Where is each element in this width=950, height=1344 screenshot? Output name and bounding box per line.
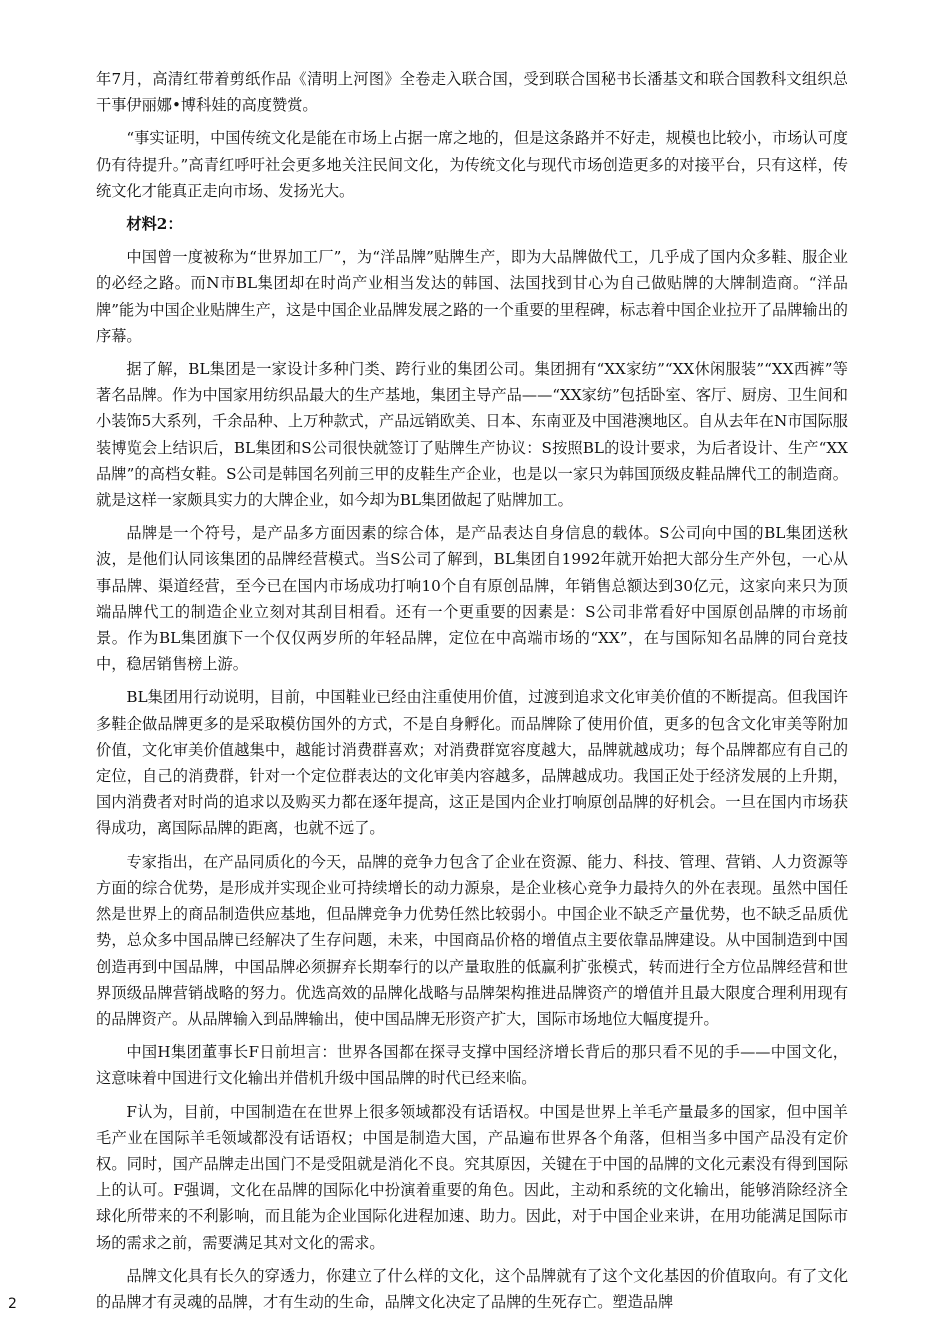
paragraph-bl-group: 据了解，BL集团是一家设计多种门类、跨行业的集团公司。集团拥有“XX家纺”“XX休闲服装”“XX西裤”等著名品牌。作为中国家用纺织品最大的生产基地，集团主导产品——“XX家纺”包括卧室、客厅、厨房、卫生间和小装饰5大系列，千余品种、上万种款式，产品远销欧美、日本、东南亚及中国港澳地区。自从去年在N市国际服装博览会上结识后，BL集团和S公司很快就签订了贴牌生产协议：S按照BL的设计要求，为后者设计、生产“XX品牌”的高档女鞋。S公司是韩国名列前三甲的皮鞋生产企业，也是以一家只为韩国顶级皮鞋品牌代工的制造商。就是这样一家颇具实力的大牌企业，如今却为BL集团做起了贴牌加工。 (96, 360, 848, 510)
paragraph-brand-symbol: 品牌是一个符号，是产品多方面因素的综合体，是产品表达自身信息的载体。S公司向中国的BL集团送秋波，是他们认同该集团的品牌经营模式。当S公司了解到，BL集团自1992年就开始把大部分生产外包，一心从事品牌、渠道经营，至今已在国内市场成功打响10个自有原创品牌，年销售总额达到30亿元，这家向来只为顶端品牌代工的制造企业立刻对其刮目相看。还有一个更重要的因素是：S公司非常看好中国原创品牌的市场前景。作为BL集团旗下一个仅仅两岁所的年轻品牌，定位在中高端市场的“XX”，在与国际知名品牌的同台竞技中，稳居销售榜上游。 (96, 524, 848, 674)
paragraph-f-opinion: F认为，目前，中国制造在在世界上很多领域都没有话语权。中国是世界上羊毛产量最多的国家，但中国羊毛产业在国际羊毛领域都没有话语权；中国是制造大国，产品遍布世界各个角落，但相当多中国产品没有定价权。同时，国产品牌走出国门不是受阻就是消化不良。究其原因，关键在于中国的品牌的文化元素没有得到国际上的认可。F强调，文化在品牌的国际化中扮演着重要的角色。因此，主动和系统的文化输出，能够消除经济全球化所带来的不利影响，而且能为企业国际化进程加速、助力。因此，对于中国企业来讲，在用功能满足国际市场的需求之前，需要满足其对文化的需求。 (96, 1102, 848, 1252)
paragraph-continuation: 年7月，高清红带着剪纸作品《清明上河图》全卷走入联合国，受到联合国秘书长潘基文和联合国教科文组织总干事伊丽娜•博科娃的高度赞赏。 (96, 70, 848, 115)
section-heading-material-2: 材料2： (126, 215, 183, 234)
document-page (96, 66, 848, 1322)
paragraph-shoe-industry: BL集团用行动说明，目前，中国鞋业已经由注重使用价值，过渡到追求文化审美价值的不断提高。但我国许多鞋企做品牌更多的是采取模仿国外的方式，不是自身孵化。而品牌除了使用价值，更多的包含文化审美等附加价值，文化审美价值越集中，越能讨消费群喜欢；对消费群宽容度越大，品牌就越成功；每个品牌都应有自己的定位，自己的消费群，针对一个定位群表达的文化审美内容越多，品牌越成功。我国正处于经济发展的上升期，国内消费者对时尚的追求以及购买力都在逐年提高，这正是国内企业打响原创品牌的好机会。一旦在国内市场获得成功，离国际品牌的距离，也就不远了。 (96, 688, 848, 838)
paragraph-brand-culture: 品牌文化具有长久的穿透力，你建立了什么样的文化，这个品牌就有了这个文化基因的价值取向。有了文化的品牌才有灵魂的品牌，才有生动的生命，品牌文化决定了品牌的生死存亡。塑造品牌 (96, 1266, 848, 1311)
paragraph-world-factory: 中国曾一度被称为“世界加工厂”，为“洋品牌”贴牌生产，即为大品牌做代工，几乎成了国内众多鞋、服企业的必经之路。而N市BL集团却在时尚产业相当发达的韩国、法国找到甘心为自己做贴牌的大牌制造商。“洋品牌”能为中国企业贴牌生产，这是中国企业品牌发展之路的一个重要的里程碑，标志着中国企业拉开了品牌输出的序幕。 (96, 248, 848, 345)
paragraph-expert: 专家指出，在产品同质化的今天，品牌的竞争力包含了企业在资源、能力、科技、管理、营销、人力资源等方面的综合优势，是形成并实现企业可持续增长的动力源泉，是企业核心竞争力最持久的外在表现。虽然中国任然是世界上的商品制造供应基地，但品牌竞争力优势任然比较弱小。中国企业不缺乏产量优势，也不缺乏品质优势，总众多中国品牌已经解决了生存问题，未来，中国商品价格的增值点主要依靠品牌建设。从中国制造到中国创造再到中国品牌，中国品牌必须摒弃长期奉行的以产量取胜的低赢利扩张模式，转而进行全方位品牌经营和世界顶级品牌营销战略的努力。优选高效的品牌化战略与品牌架构推进品牌资产的增值并且最大限度合理利用现有的品牌资产。从品牌输入到品牌输出，使中国品牌无形资产扩大，国际市场地位大幅度提升。 (96, 852, 848, 1028)
paragraph-quote: “事实证明，中国传统文化是能在市场上占据一席之地的，但是这条路并不好走，规模也比较小，市场认可度仍有待提升。”高青红呼吁社会更多地关注民间文化，为传统文化与现代市场创造更多的对接平台，只有这样，传统文化才能真正走向市场、发扬光大。 (96, 129, 848, 200)
page-number: 2 (8, 1296, 17, 1312)
paragraph-h-group: 中国H集团董事长F日前坦言：世界各国都在探寻支撑中国经济增长背后的那只看不见的手——中国文化，这意味着中国进行文化输出并借机升级中国品牌的时代已经来临。 (96, 1043, 848, 1088)
